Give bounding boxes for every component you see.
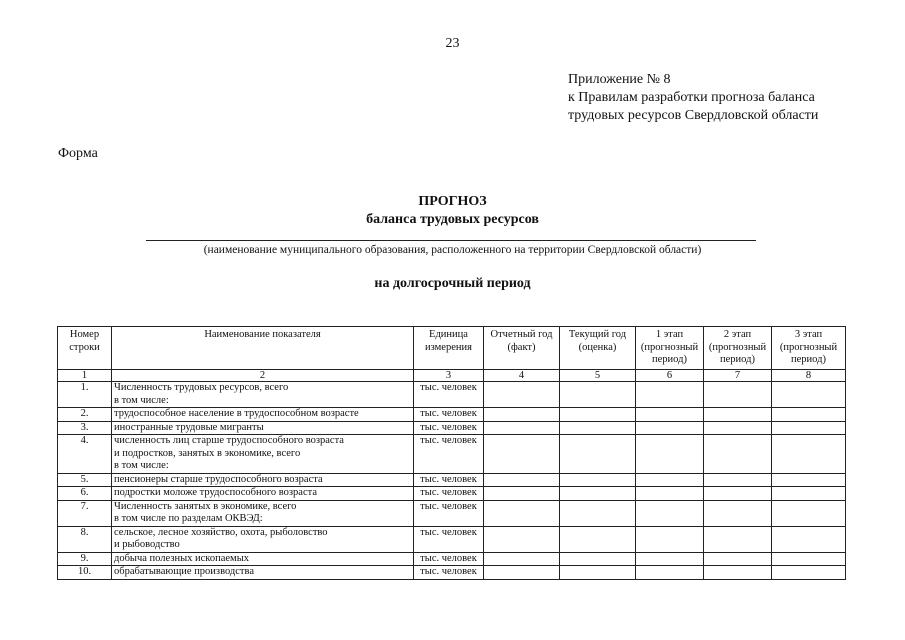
value-input-cell[interactable]: [560, 382, 636, 408]
value-input-cell[interactable]: [484, 408, 560, 422]
indicator-name-line: подростки моложе трудоспособного возраста: [114, 487, 317, 498]
table-row: [58, 473, 846, 487]
value-input-cell[interactable]: [772, 500, 846, 526]
appendix-line: к Правилам разработки прогноза баланса: [568, 90, 815, 105]
table-row: [58, 487, 846, 501]
column-number: 7: [704, 370, 772, 382]
header-report-year: Отчетный год (факт): [484, 327, 560, 370]
row-number-cell: 6.: [58, 487, 112, 501]
header-unit: Единица измерения: [414, 327, 484, 370]
indicator-name-line: Численность трудовых ресурсов, всего: [114, 382, 289, 393]
table-row: [58, 526, 846, 552]
indicator-name-line: добыча полезных ископаемых: [114, 552, 249, 564]
form-label: Форма: [58, 146, 98, 161]
indicator-name-cell: [112, 526, 414, 552]
value-input-cell[interactable]: [704, 421, 772, 435]
row-number-cell: 7.: [58, 500, 112, 526]
indicator-name-line: численность лиц старше трудоспособного возраста: [114, 435, 344, 446]
unit-cell: тыс. человек: [414, 487, 484, 501]
column-number: 5: [560, 370, 636, 382]
indicator-name-cell: [112, 435, 414, 474]
value-input-cell[interactable]: [560, 421, 636, 435]
value-input-cell[interactable]: [636, 473, 704, 487]
value-input-cell[interactable]: [560, 500, 636, 526]
header-stage-2: 2 этап (прогнозный период): [704, 327, 772, 370]
row-number-cell: 5.: [58, 473, 112, 487]
value-input-cell[interactable]: [636, 382, 704, 408]
indicator-name-line: в том числе:: [114, 394, 169, 406]
unit-cell: тыс. человек: [414, 566, 484, 580]
indicator-name-cell: [112, 552, 414, 566]
unit-cell: тыс. человек: [414, 435, 484, 474]
value-input-cell[interactable]: [704, 526, 772, 552]
municipality-caption: (наименование муниципального образования, расположенного на территории Свердловской области): [203, 244, 702, 256]
value-input-cell[interactable]: [704, 566, 772, 580]
unit-cell: тыс. человек: [414, 526, 484, 552]
value-input-cell[interactable]: [772, 487, 846, 501]
value-input-cell[interactable]: [484, 566, 560, 580]
header-stage-1: 1 этап (прогнозный период): [636, 327, 704, 370]
indicator-name-cell: [112, 382, 414, 408]
indicator-name-line: и рыбоводство: [114, 539, 180, 550]
table-row: [58, 421, 846, 435]
unit-cell: тыс. человек: [414, 382, 484, 408]
indicator-name-line: пенсионеры старше трудоспособного возраста: [114, 473, 323, 485]
column-number: 3: [414, 370, 484, 382]
value-input-cell[interactable]: [772, 421, 846, 435]
value-input-cell[interactable]: [484, 435, 560, 474]
value-input-cell[interactable]: [560, 526, 636, 552]
value-input-cell[interactable]: [772, 382, 846, 408]
table-row: [58, 408, 846, 422]
value-input-cell[interactable]: [484, 552, 560, 566]
forecast-table: [57, 326, 846, 580]
value-input-cell[interactable]: [704, 487, 772, 501]
value-input-cell[interactable]: [636, 566, 704, 580]
value-input-cell[interactable]: [484, 421, 560, 435]
value-input-cell[interactable]: [484, 473, 560, 487]
indicator-name-cell: [112, 500, 414, 526]
value-input-cell[interactable]: [704, 473, 772, 487]
value-input-cell[interactable]: [636, 526, 704, 552]
value-input-cell[interactable]: [704, 382, 772, 408]
indicator-name-cell: [112, 421, 414, 435]
value-input-cell[interactable]: [704, 408, 772, 422]
indicator-name-line: Численность занятых в экономике, всего: [114, 500, 297, 512]
indicator-name-line: трудоспособное население в трудоспособном возрасте: [114, 408, 359, 419]
value-input-cell[interactable]: [560, 552, 636, 566]
municipality-name-line: [146, 240, 756, 241]
table-row: [58, 566, 846, 580]
header-row-number: Номер строки: [58, 327, 112, 370]
unit-cell: тыс. человек: [414, 408, 484, 422]
value-input-cell[interactable]: [636, 435, 704, 474]
value-input-cell[interactable]: [636, 552, 704, 566]
table-row: [58, 552, 846, 566]
indicator-name-cell: [112, 566, 414, 580]
period-title: на долгосрочный период: [374, 276, 531, 291]
value-input-cell[interactable]: [772, 552, 846, 566]
row-number-cell: 4.: [58, 435, 112, 474]
column-number-row: [58, 370, 846, 382]
value-input-cell[interactable]: [772, 435, 846, 474]
table-row: [58, 382, 846, 408]
unit-cell: тыс. человек: [414, 552, 484, 566]
indicator-name-line: обрабатывающие производства: [114, 566, 254, 577]
value-input-cell[interactable]: [772, 566, 846, 580]
row-number-cell: 8.: [58, 526, 112, 552]
unit-cell: тыс. человек: [414, 500, 484, 526]
column-number: 8: [772, 370, 846, 382]
value-input-cell[interactable]: [772, 473, 846, 487]
value-input-cell[interactable]: [484, 526, 560, 552]
indicator-name-line: в том числе:: [114, 460, 169, 471]
value-input-cell[interactable]: [560, 473, 636, 487]
table-row: [58, 500, 846, 526]
value-input-cell[interactable]: [636, 408, 704, 422]
indicator-name-cell: [112, 487, 414, 501]
value-input-cell[interactable]: [560, 487, 636, 501]
value-input-cell[interactable]: [560, 566, 636, 580]
document-title: [0, 193, 905, 229]
value-input-cell[interactable]: [484, 382, 560, 408]
value-input-cell[interactable]: [704, 500, 772, 526]
title-line: ПРОГНОЗ: [418, 194, 487, 209]
page-number: 23: [445, 36, 460, 51]
value-input-cell[interactable]: [484, 487, 560, 501]
indicator-name-line: сельское, лесное хозяйство, охота, рыболовство: [114, 526, 328, 538]
table-row: [58, 435, 846, 474]
value-input-cell[interactable]: [484, 500, 560, 526]
value-input-cell[interactable]: [636, 421, 704, 435]
value-input-cell[interactable]: [560, 408, 636, 422]
value-input-cell[interactable]: [560, 435, 636, 474]
title-line: баланса трудовых ресурсов: [366, 212, 539, 227]
row-number-cell: 9.: [58, 552, 112, 566]
appendix-note: [568, 71, 818, 125]
header-current-year: Текущий год (оценка): [560, 327, 636, 370]
indicator-name-line: и подростков, занятых в экономике, всего: [114, 447, 301, 459]
value-input-cell[interactable]: [636, 487, 704, 501]
row-number-cell: 2.: [58, 408, 112, 422]
header-indicator: Наименование показателя: [112, 327, 414, 370]
appendix-line: Приложение № 8: [568, 72, 671, 87]
value-input-cell[interactable]: [704, 435, 772, 474]
column-number: 1: [58, 370, 112, 382]
indicator-name-cell: [112, 408, 414, 422]
column-number: 4: [484, 370, 560, 382]
row-number-cell: 10.: [58, 566, 112, 580]
column-number: 6: [636, 370, 704, 382]
indicator-name-line: в том числе по разделам ОКВЭД:: [114, 513, 263, 524]
value-input-cell[interactable]: [704, 552, 772, 566]
indicator-name-line: иностранные трудовые мигранты: [114, 421, 264, 433]
indicator-name-cell: [112, 473, 414, 487]
value-input-cell[interactable]: [636, 500, 704, 526]
row-number-cell: 3.: [58, 421, 112, 435]
appendix-line: трудовых ресурсов Свердловской области: [568, 108, 819, 123]
unit-cell: тыс. человек: [414, 473, 484, 487]
value-input-cell[interactable]: [772, 526, 846, 552]
row-number-cell: 1.: [58, 382, 112, 408]
table-header-row: [58, 327, 846, 370]
value-input-cell[interactable]: [772, 408, 846, 422]
unit-cell: тыс. человек: [414, 421, 484, 435]
column-number: 2: [112, 370, 414, 382]
header-stage-3: 3 этап (прогнозный период): [772, 327, 846, 370]
